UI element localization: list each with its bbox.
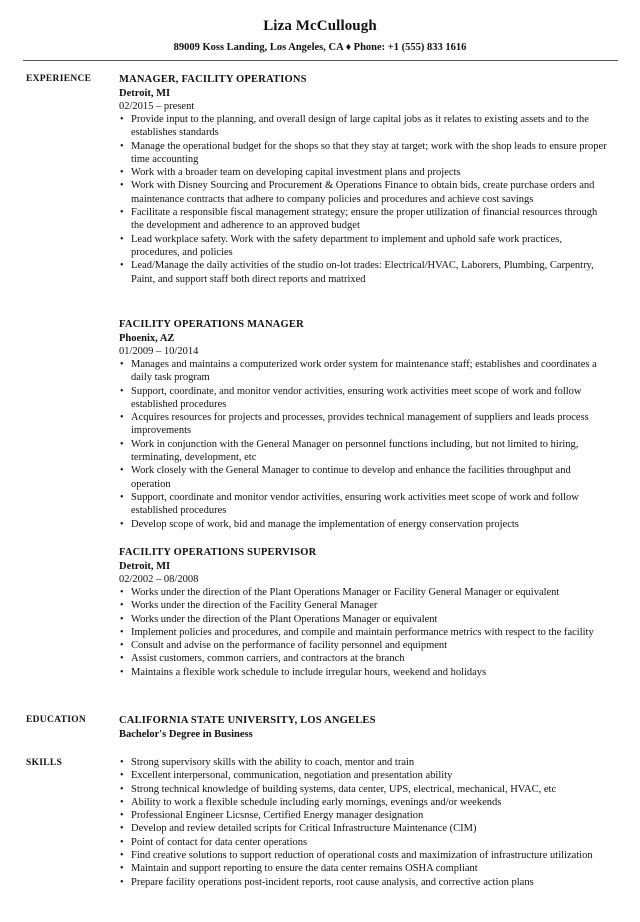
skills-section [119, 756, 609, 889]
list-item: • Find creative solutions to support reduction of operational costs and maximization of infrastructure utilization [119, 849, 609, 862]
job-responsibilities [119, 586, 609, 679]
list-item: • Lead workplace safety. Work with the safety department to implement and uphold safe work practices, procedures, and policies [119, 233, 609, 260]
job-dates: 01/2009 – 10/2014 [119, 346, 199, 357]
header-divider [23, 60, 618, 61]
list-item: • Excellent interpersonal, communication, negotiation and presentation ability [119, 769, 609, 782]
education-section [119, 714, 609, 741]
job-location: Detroit, MI [119, 561, 171, 572]
list-item: • Develop and review detailed scripts for Critical Infrastructure Maintenance (CIM) [119, 822, 609, 835]
skills-list [119, 756, 609, 889]
list-item: • Manage the operational budget for the shops so that they stay at target; work with the shop leads to ensure proper time accounting [119, 140, 609, 167]
list-item: • Support, coordinate and monitor vendor activities, ensuring work activities meet scope of work and follow established procedures [119, 491, 609, 518]
job-title: FACILITY OPERATIONS MANAGER [119, 319, 304, 330]
list-item: • Work with Disney Sourcing and Procurement & Operations Finance to obtain bids, create purchase orders and maintenance contracts that adhere to company policies and procedures and achieve cost savings [119, 179, 609, 206]
list-item: • Acquires resources for projects and processes, provides technical management of suppliers and leads process improvements [119, 411, 609, 438]
job-entry [119, 318, 609, 531]
education-heading: EDUCATION [26, 715, 87, 725]
experience-heading: EXPERIENCE [26, 74, 92, 84]
list-item: • Professional Engineer Licsnse, Certified Energy manager designation [119, 809, 609, 822]
job-entry [119, 73, 609, 286]
education-school: CALIFORNIA STATE UNIVERSITY, LOS ANGELES [119, 715, 376, 726]
list-item: • Support, coordinate, and monitor vendor activities, ensuring work activities meet scope of work and follow established procedures [119, 385, 609, 412]
list-item: • Work closely with the General Manager to continue to develop and enhance the facilities throughput and operation [119, 464, 609, 491]
list-item: • Maintains a flexible work schedule to include irregular hours, weekend and holidays [119, 666, 609, 679]
job-title: MANAGER, FACILITY OPERATIONS [119, 74, 307, 85]
list-item: • Consult and advise on the performance of facility personnel and equipment [119, 639, 609, 652]
list-item: • Develop scope of work, bid and manage the implementation of energy conservation projects [119, 518, 609, 531]
job-entry [119, 546, 609, 679]
list-item: • Implement policies and procedures, and compile and maintain performance metrics with respect to the facility [119, 626, 609, 639]
list-item: • Work in conjunction with the General Manager on personnel functions including, but not limited to hiring, terminating, development, etc [119, 438, 609, 465]
list-item: • Facilitate a responsible fiscal management strategy; ensure the proper utilization of financial resources through the development and adherence to an approved budget [119, 206, 609, 233]
list-item: • Ability to work a flexible schedule including early mornings, evenings and/or weekends [119, 796, 609, 809]
list-item: • Strong technical knowledge of building systems, data center, UPS, electrical, mechanical, HVAC, etc [119, 783, 609, 796]
contact-info: 89009 Koss Landing, Los Angeles, CA ♦ Phone: +1 (555) 833 1616 [173, 42, 467, 53]
list-item: • Provide input to the planning, and overall design of large capital jobs as it relates to existing assets and to the establishes standards [119, 113, 609, 140]
list-item: • Works under the direction of the Plant Operations Manager or Facility General Manager or equivalent [119, 586, 609, 599]
job-location: Phoenix, AZ [119, 333, 175, 344]
list-item: • Lead/Manage the daily activities of the studio on-lot trades: Electrical/HVAC, Laborers, Plumbing, Carpentry, Paint, and support staff both direct reports and matrixed [119, 259, 609, 286]
list-item: • Works under the direction of the Facility General Manager [119, 599, 609, 612]
skills-heading: SKILLS [26, 758, 63, 768]
list-item: • Work with a broader team on developing capital investment plans and projects [119, 166, 609, 179]
candidate-name: Liza McCullough [263, 18, 377, 34]
job-location: Detroit, MI [119, 88, 171, 99]
job-responsibilities [119, 113, 609, 286]
job-title: FACILITY OPERATIONS SUPERVISOR [119, 547, 317, 558]
education-degree: Bachelor's Degree in Business [119, 729, 253, 740]
job-dates: 02/2015 – present [119, 101, 195, 112]
list-item: • Prepare facility operations post-incident reports, root cause analysis, and corrective action plans [119, 876, 609, 889]
list-item: • Maintain and support reporting to ensure the data center remains OSHA compliant [119, 862, 609, 875]
job-responsibilities [119, 358, 609, 531]
list-item: • Assist customers, common carriers, and contractors at the branch [119, 652, 609, 665]
list-item: • Strong supervisory skills with the ability to coach, mentor and train [119, 756, 609, 769]
list-item: • Point of contact for data center operations [119, 836, 609, 849]
list-item: • Manages and maintains a computerized work order system for maintenance staff; establishes and coordinates a daily task program [119, 358, 609, 385]
list-item: • Works under the direction of the Plant Operations Manager or equivalent [119, 613, 609, 626]
job-dates: 02/2002 – 08/2008 [119, 574, 199, 585]
